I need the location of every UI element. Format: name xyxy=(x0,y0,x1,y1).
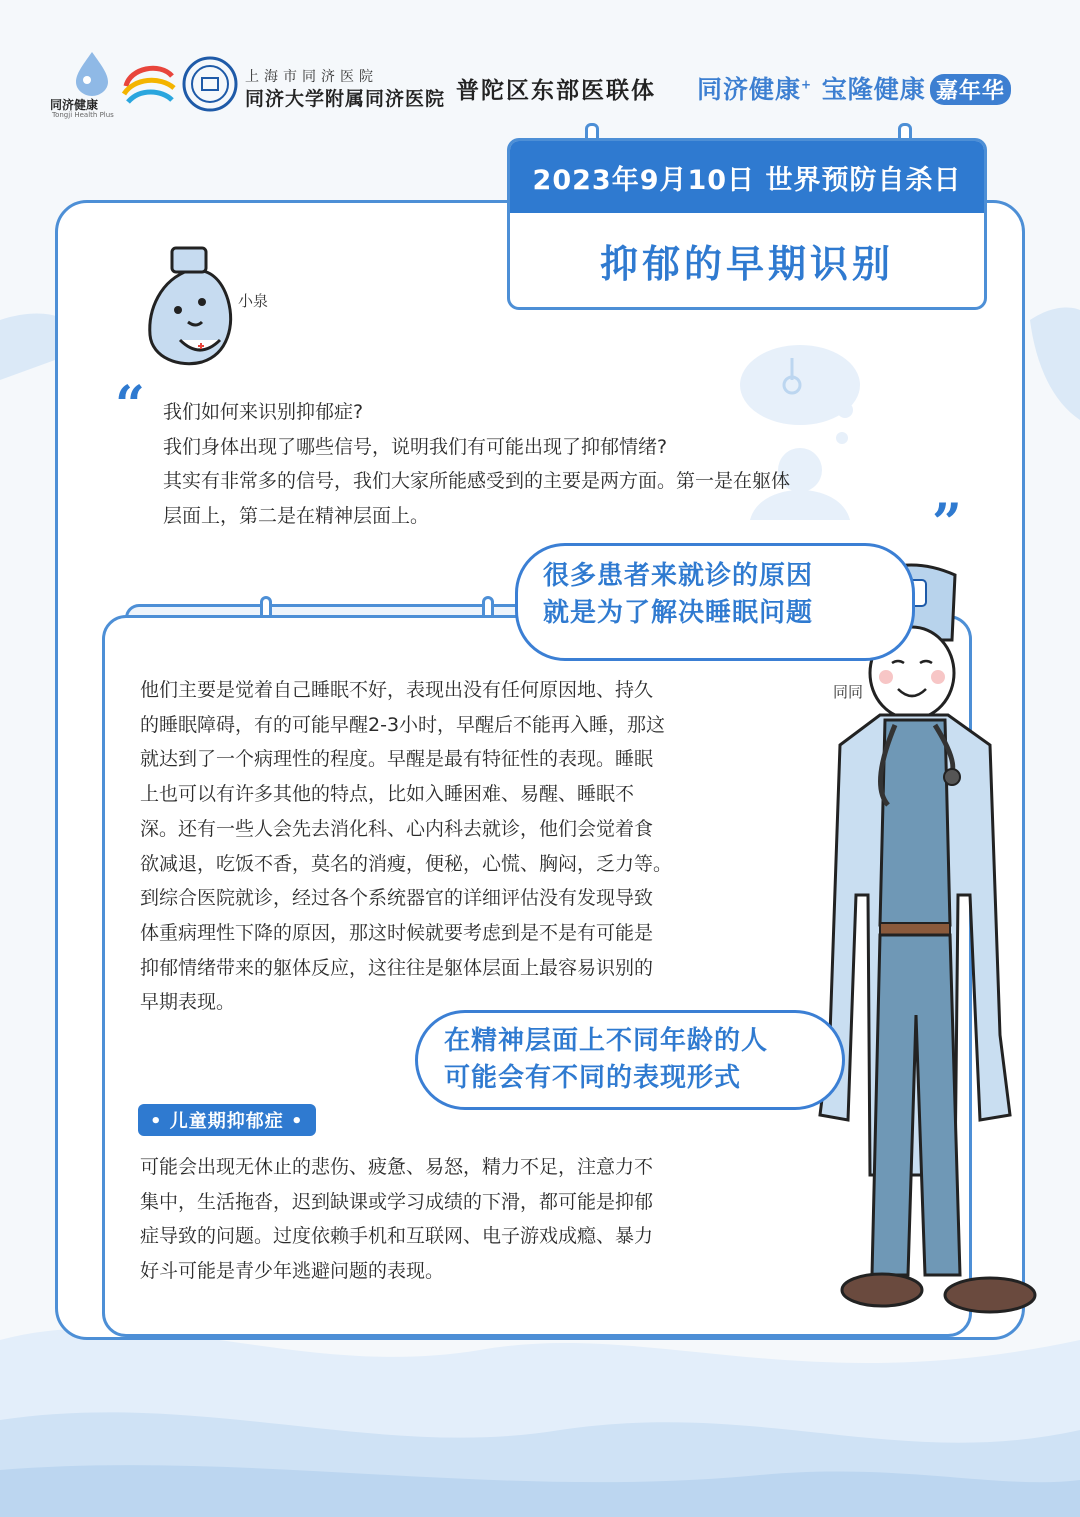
bubble2-line2: 可能会有不同的表现形式 xyxy=(444,1063,742,1093)
doctor-tongtong-icon xyxy=(800,555,1050,1325)
brand-right-b: 宝隆健康 xyxy=(821,75,926,104)
quote-line: 层面上，第二是在精神层面上。 xyxy=(163,504,430,527)
section-tag-child-depression: • 儿童期抑郁症 • xyxy=(138,1104,316,1136)
doctor-name: 同同 xyxy=(833,683,864,701)
mascot-xiaoquan-icon xyxy=(140,240,240,370)
bubble1-line2: 就是为了解决睡眠问题 xyxy=(543,598,814,628)
body-line: 就达到了一个病理性的程度。早醒是最有特征性的表现。睡眠 xyxy=(140,748,654,771)
bubble1-line1: 很多患者来就诊的原因 xyxy=(543,561,814,591)
brand-right-badge: 嘉年华 xyxy=(930,74,1011,105)
quote-line: 其实有非常多的信号，我们大家所能感受到的主要是两方面。第一是在躯体 xyxy=(163,470,791,492)
hospital-name-line1: 上海市同济医院 xyxy=(245,69,378,85)
logo1-subtitle: Tongji Health Plus xyxy=(52,111,114,119)
body-line: 深。还有一些人会先去消化科、心内科去就诊，他们会觉着食 xyxy=(140,817,654,840)
body-line: 他们主要是觉着自己睡眠不好，表现出没有任何原因地、持久 xyxy=(140,679,654,701)
hospital-name-line2: 同济大学附属同济医院 xyxy=(245,88,446,110)
body-text xyxy=(140,673,790,1020)
tongji-health-logo-icon xyxy=(62,50,122,98)
body-line: 到综合医院就诊，经过各个系统器官的详细评估没有发现导致 xyxy=(140,887,654,910)
speech-bubble-mental xyxy=(415,1010,845,1110)
body-line: 早期表现。 xyxy=(140,991,236,1014)
body-line: 上也可以有许多其他的特点，比如入睡困难、易醒、睡眠不 xyxy=(140,783,635,806)
quote-close-icon: ” xyxy=(932,493,962,554)
body-line: 的睡眠障碍，有的可能早醒2-3小时，早醒后不能再入睡，那这 xyxy=(140,713,666,736)
body-line: 体重病理性下降的原因，那这时候就要考虑到是不是有可能是 xyxy=(140,921,654,944)
quote-text xyxy=(163,395,943,533)
child-line: 症导致的问题。过度依赖手机和互联网、电子游戏成瘾、暴力 xyxy=(140,1225,654,1248)
title-date-line: 2023年9月10日 世界预防自杀日 xyxy=(510,141,984,213)
alliance-name: 普陀区东部医联体 xyxy=(456,77,656,104)
quote-line: 我们身体出现了哪些信号，说明我们有可能出现了抑郁情绪? xyxy=(163,435,668,458)
brand-right: 同济健康+ 宝隆健康 嘉年华 xyxy=(697,70,1011,106)
logo1-name: 同济健康 xyxy=(50,98,99,112)
quote-open-icon: “ xyxy=(115,375,145,436)
body-line: 欲减退，吃饭不香，莫名的消瘦，便秘，心慌、胸闷，乏力等。 xyxy=(140,852,673,875)
child-line: 可能会出现无休止的悲伤、疲惫、易怒，精力不足，注意力不 xyxy=(140,1156,654,1178)
body-line: 抑郁情绪带来的躯体反应，这往往是躯体层面上最容易识别的 xyxy=(140,956,654,979)
title-card xyxy=(507,138,987,310)
hospital-seal-icon xyxy=(182,56,238,112)
mascot-name: 小泉 xyxy=(238,292,269,310)
child-line: 集中，生活拖沓，迟到缺课或学习成绩的下滑，都可能是抑郁 xyxy=(140,1190,654,1213)
child-section-text xyxy=(140,1150,790,1289)
brand-right-a: 同济健康 xyxy=(697,75,802,104)
speech-bubble-sleep xyxy=(515,543,915,661)
child-line: 好斗可能是青少年逃避问题的表现。 xyxy=(140,1260,445,1283)
page-title: 抑郁的早期识别 xyxy=(599,241,894,286)
swirl-logo-icon xyxy=(120,58,178,108)
quote-line: 我们如何来识别抑郁症? xyxy=(163,401,364,423)
bubble2-line1: 在精神层面上不同年龄的人 xyxy=(444,1026,769,1056)
